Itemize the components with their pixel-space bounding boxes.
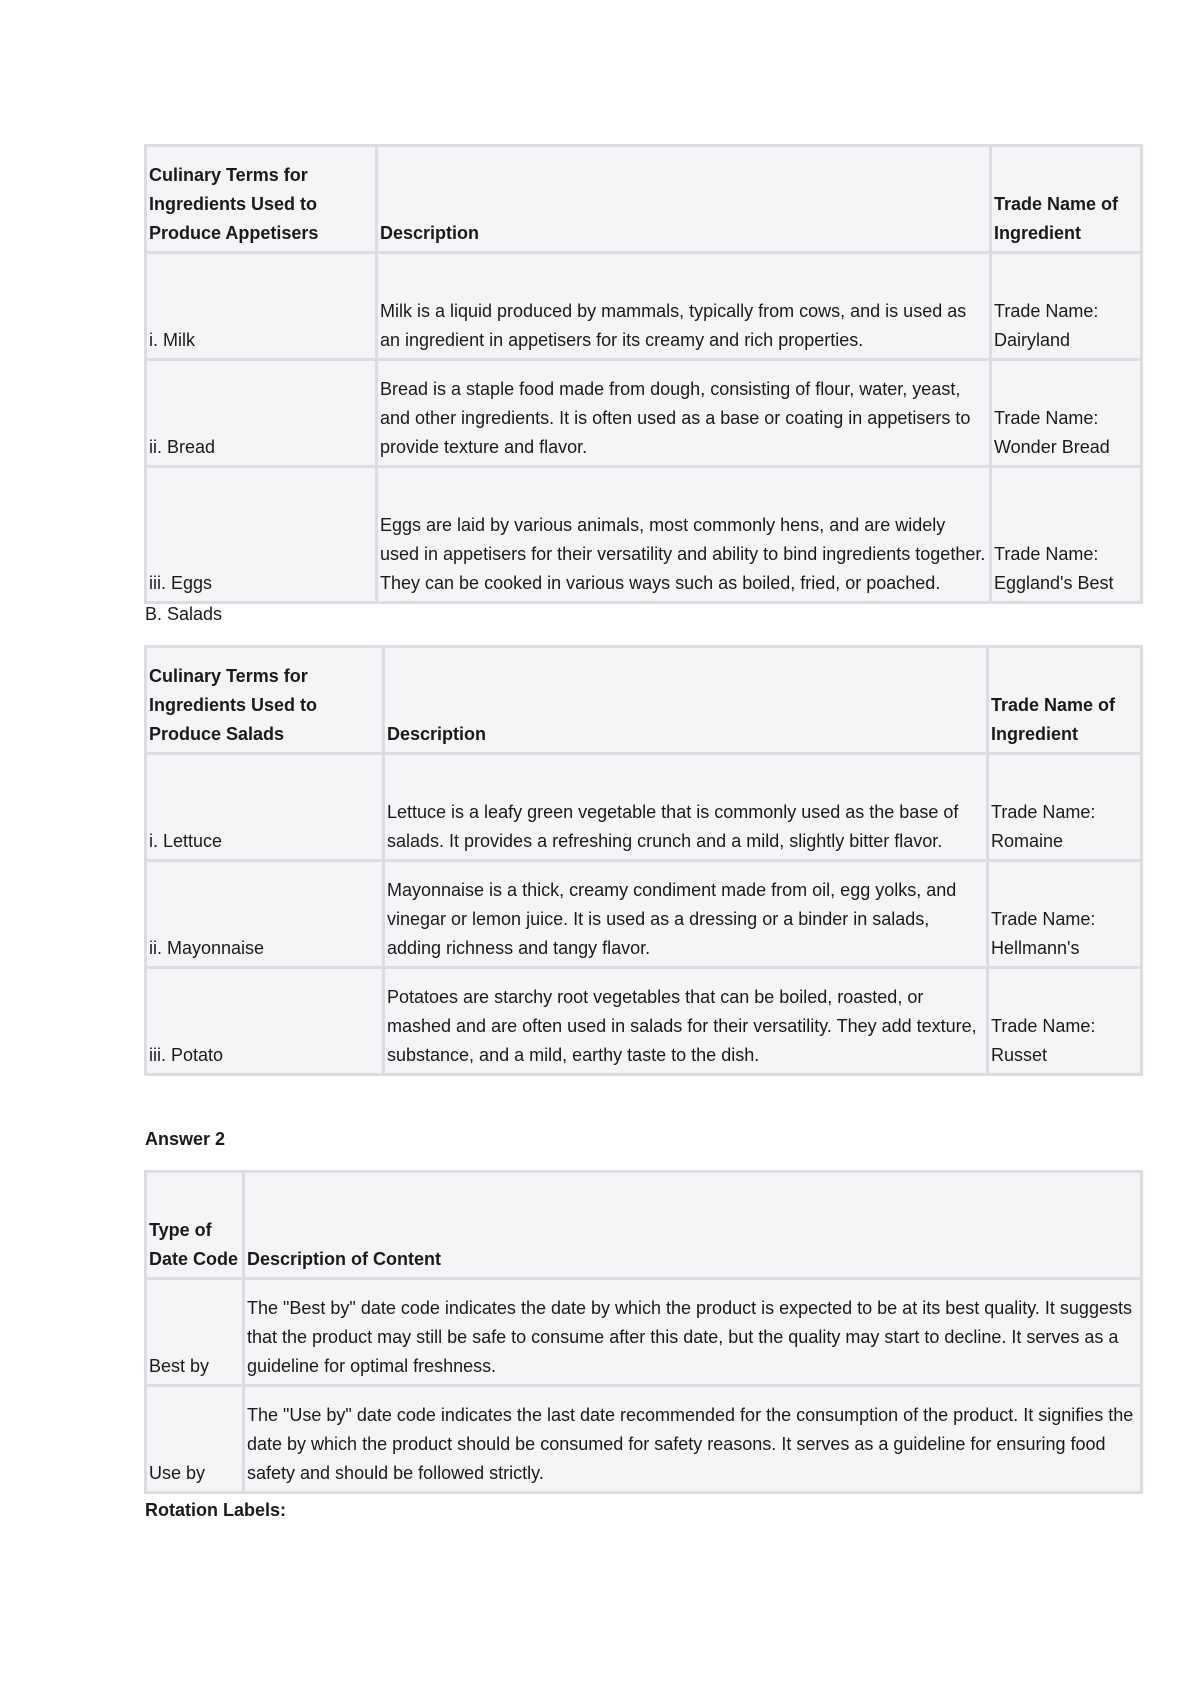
row-description: Bread is a staple food made from dough, consisting of flour, water, yeast, and other ingredients. It is often used as a base or coating in appetisers to provide texture and flavor. — [377, 360, 991, 467]
header-culinary-terms: Culinary Terms for Ingredients Used to Produce Salads — [146, 647, 384, 754]
row-term: i. Milk — [146, 253, 377, 360]
row-trade-name: Trade Name: Russet — [988, 968, 1142, 1075]
header-trade-name: Trade Name of Ingredient — [988, 647, 1142, 754]
table-header-row — [146, 647, 1142, 754]
row-term: i. Lettuce — [146, 754, 384, 861]
table-row — [146, 754, 1142, 861]
table-header-row — [146, 1172, 1142, 1279]
row-description: Milk is a liquid produced by mammals, typically from cows, and is used as an ingredient in appetisers for its creamy and rich properties. — [377, 253, 991, 360]
appetisers-table — [144, 144, 1143, 604]
header-description: Description — [377, 146, 991, 253]
row-term: iii. Potato — [146, 968, 384, 1075]
row-term: ii. Mayonnaise — [146, 861, 384, 968]
row-date-code-type: Best by — [146, 1279, 244, 1386]
table-row — [146, 1279, 1142, 1386]
row-description: Mayonnaise is a thick, creamy condiment made from oil, egg yolks, and vinegar or lemon juice. It is used as a dressing or a binder in salads, adding richness and tangy flavor. — [384, 861, 988, 968]
row-trade-name: Trade Name: Romaine — [988, 754, 1142, 861]
table-row — [146, 467, 1142, 603]
table-row — [146, 360, 1142, 467]
row-description: Lettuce is a leafy green vegetable that is commonly used as the base of salads. It provides a refreshing crunch and a mild, slightly bitter flavor. — [384, 754, 988, 861]
table-header-row — [146, 146, 1142, 253]
row-term: iii. Eggs — [146, 467, 377, 603]
answer-2-heading: Answer 2 — [145, 1129, 226, 1149]
row-trade-name: Trade Name: Dairyland — [991, 253, 1142, 360]
salads-table — [144, 645, 1143, 1076]
row-term: ii. Bread — [146, 360, 377, 467]
date-code-table — [144, 1170, 1143, 1494]
rotation-labels-heading: Rotation Labels: — [145, 1500, 287, 1520]
row-description: Eggs are laid by various animals, most commonly hens, and are widely used in appetisers for their versatility and ability to bind ingredients together. They can be cooked in various ways such as boiled, fried, or poached. — [377, 467, 991, 603]
row-trade-name: Trade Name: Wonder Bread — [991, 360, 1142, 467]
row-trade-name: Trade Name: Eggland's Best — [991, 467, 1142, 603]
table-row — [146, 861, 1142, 968]
table-row — [146, 968, 1142, 1075]
header-culinary-terms: Culinary Terms for Ingredients Used to Produce Appetisers — [146, 146, 377, 253]
row-date-code-type: Use by — [146, 1386, 244, 1493]
header-description-content: Description of Content — [244, 1172, 1142, 1279]
row-description: The "Best by" date code indicates the date by which the product is expected to be at its best quality. It suggests that the product may still be safe to consume after this date, but the quality may start to decline. It serves as a guideline for optimal freshness. — [244, 1279, 1142, 1386]
row-description: Potatoes are starchy root vegetables that can be boiled, roasted, or mashed and are often used in salads for their versatility. They add texture, substance, and a mild, earthy taste to the dish. — [384, 968, 988, 1075]
header-trade-name: Trade Name of Ingredient — [991, 146, 1142, 253]
row-trade-name: Trade Name: Hellmann's — [988, 861, 1142, 968]
section-salads-heading: B. Salads — [145, 604, 223, 624]
header-description: Description — [384, 647, 988, 754]
row-description: The "Use by" date code indicates the last date recommended for the consumption of the product. It signifies the date by which the product should be consumed for safety reasons. It serves as a guideline for ensuring food safety and should be followed strictly. — [244, 1386, 1142, 1493]
table-row — [146, 1386, 1142, 1493]
header-date-code-type: Type of Date Code — [146, 1172, 244, 1279]
table-row — [146, 253, 1142, 360]
